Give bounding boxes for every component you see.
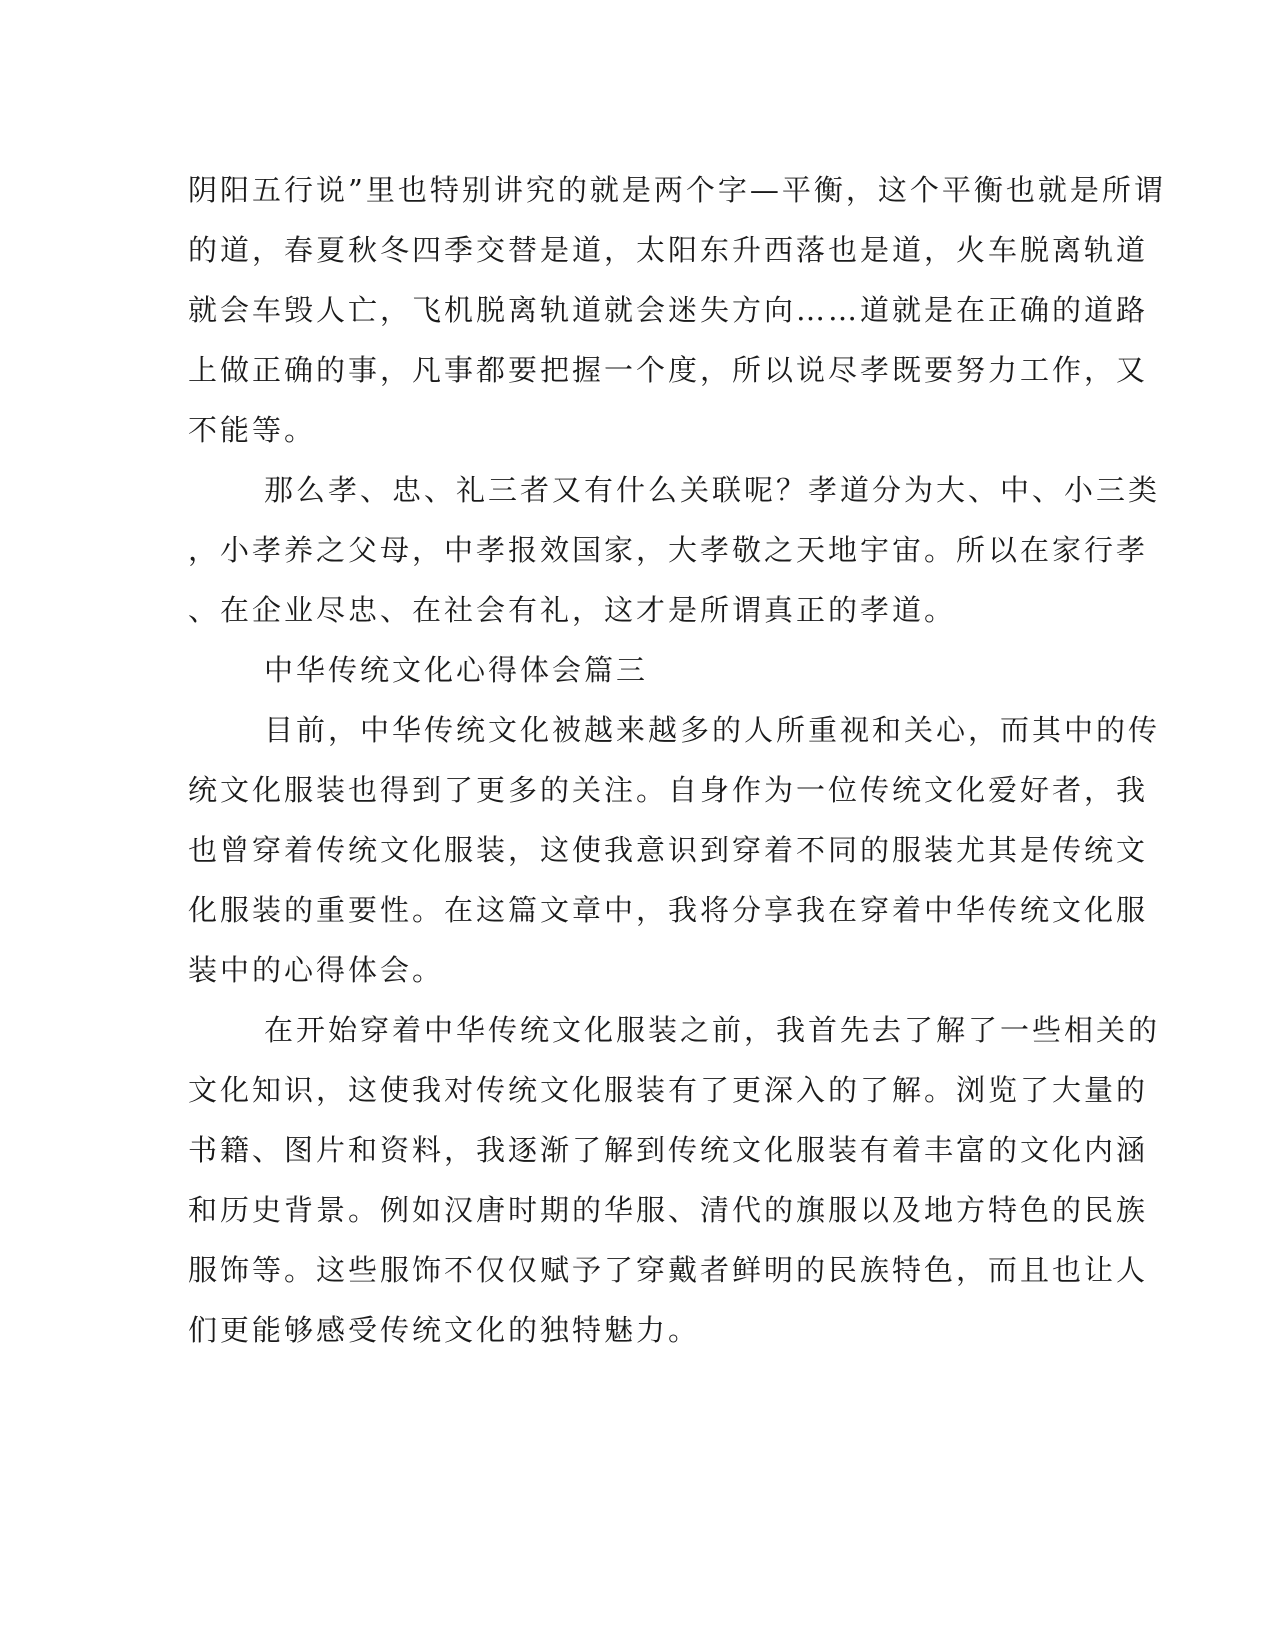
text-line: ，小孝养之父母，中孝报效国家，大孝敬之天地宇宙。所以在家行孝 [188, 533, 1149, 567]
text-line: 统文化服装也得到了更多的关注。自身作为一位传统文化爱好者，我 [188, 773, 1149, 807]
section-heading: 中华传统文化心得体会篇三 [264, 653, 649, 687]
text-line: 在开始穿着中华传统文化服装之前，我首先去了解了一些相关的 [264, 1013, 1161, 1047]
text-line: 就会车毁人亡，飞机脱离轨道就会迷失方向……道就是在正确的道路 [188, 293, 1149, 327]
text-line: 书籍、图片和资料，我逐渐了解到传统文化服装有着丰富的文化内涵 [188, 1133, 1149, 1167]
text-line: 、在企业尽忠、在社会有礼，这才是所谓真正的孝道。 [188, 593, 957, 627]
body-text [188, 160, 1166, 1360]
text-line: 们更能够感受传统文化的独特魅力。 [188, 1313, 701, 1347]
text-line: 目前，中华传统文化被越来越多的人所重视和关心，而其中的传 [264, 713, 1161, 747]
text-line: 的道，春夏秋冬四季交替是道，太阳东升西落也是道，火车脱离轨道 [188, 233, 1149, 267]
text-line: 化服装的重要性。在这篇文章中，我将分享我在穿着中华传统文化服 [188, 893, 1149, 927]
text-line: 那么孝、忠、礼三者又有什么关联呢？孝道分为大、中、小三类 [264, 473, 1161, 507]
text-line: 文化知识，这使我对传统文化服装有了更深入的了解。浏览了大量的 [188, 1073, 1149, 1107]
text-line: 阴阳五行说”里也特别讲究的就是两个字—平衡，这个平衡也就是所谓 [188, 173, 1166, 207]
text-line: 装中的心得体会。 [188, 953, 445, 987]
text-line: 也曾穿着传统文化服装，这使我意识到穿着不同的服装尤其是传统文 [188, 833, 1149, 867]
text-line: 服饰等。这些服饰不仅仅赋予了穿戴者鲜明的民族特色，而且也让人 [188, 1253, 1149, 1287]
text-line: 和历史背景。例如汉唐时期的华服、清代的旗服以及地方特色的民族 [188, 1193, 1149, 1227]
text-line: 不能等。 [188, 413, 317, 447]
text-line: 上做正确的事，凡事都要把握一个度，所以说尽孝既要努力工作，又 [188, 353, 1149, 387]
